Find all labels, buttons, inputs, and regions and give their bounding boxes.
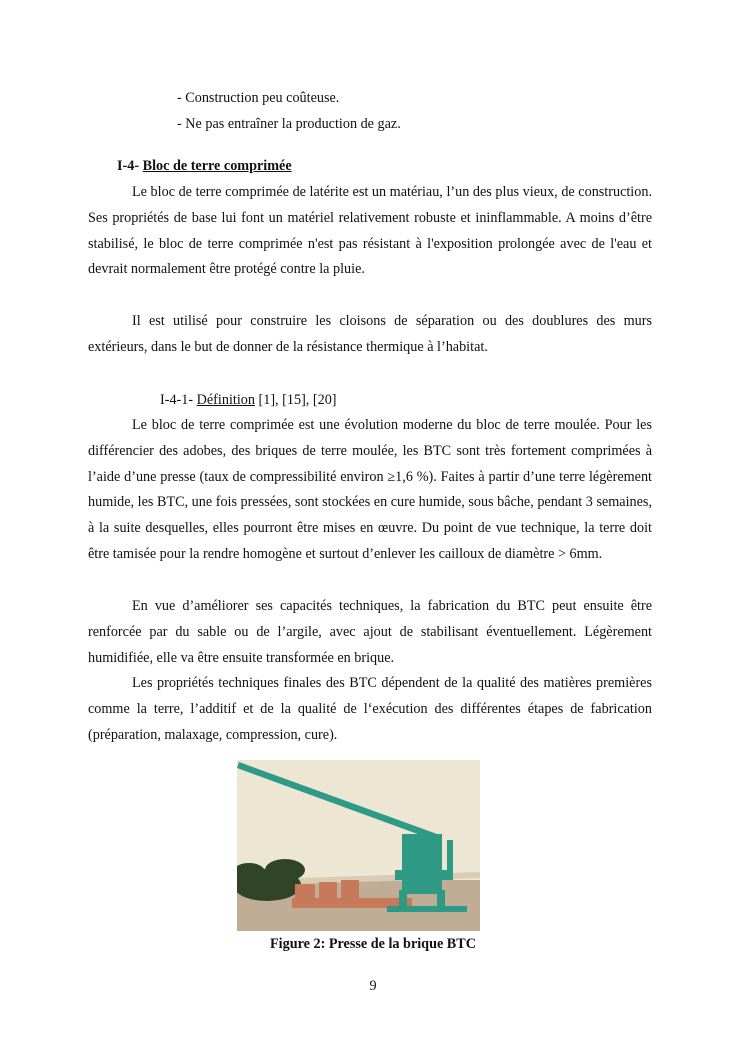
bullet-item: - Construction peu coûteuse. [177, 90, 340, 106]
figure-photo [237, 760, 480, 931]
page-number: 9 [369, 978, 377, 994]
paragraph: Le bloc de terre comprimée est une évolution moderne du bloc de terre moulée. Pour les différencier des adobes, des briques de terre moulée, les BTC sont très fortement comprimées à l’aide d’une presse (taux de compressibilité environ ≥1,6 %). Faites à partir d’une terre légèrement humide, les BTC, une fois pressées, sont stockées en cure humide, sous bâche, pendant 3 semaines, à la suite desquelles, elles pourront être mises en œuvre. Du point de vue technique, la terre doit être tamisée pour la rendre homogène et surtout d’enlever les cailloux de diamètre > 6mm. [88, 417, 652, 562]
subsection-title: Définition [196, 392, 255, 408]
paragraph: En vue d’améliorer ses capacités techniques, la fabrication du BTC peut ensuite être renforcée par du sable ou de l’argile, avec ajout de stabilisant éventuellement. Légèrement humidifiée, elle va être ensuite transformée en brique. [88, 598, 652, 666]
section-title: Bloc de terre comprimée [142, 158, 292, 174]
paragraph: Le bloc de terre comprimée de latérite est un matériau, l’un des plus vieux, de construction. Ses propriétés de base lui font un matériel relativement robuste et ininflammable. A moins d’être stabilisé, le bloc de terre comprimée n'est pas résistant à l'exposition prolongée avec de l'eau et devrait normalement être protégé contre la pluie. [88, 184, 652, 278]
subsection-heading [160, 391, 337, 409]
subsection-number: I-4-1- [160, 392, 194, 408]
section-heading [117, 157, 292, 175]
brick-press-illustration [237, 760, 480, 931]
subsection-refs: [1], [15], [20] [258, 392, 337, 408]
paragraph: Les propriétés techniques finales des BTC dépendent de la qualité des matières premières comme la terre, l’additif et de la qualité de l‘exécution des différentes étapes de fabrication (préparation, malaxage, compression, cure). [88, 675, 652, 743]
figure-caption: Figure 2: Presse de la brique BTC [270, 936, 476, 952]
paragraph: Il est utilisé pour construire les cloisons de séparation ou des doublures des murs extérieurs, dans le but de donner de la résistance thermique à l’habitat. [88, 313, 652, 355]
section-number: I-4- [117, 158, 140, 174]
bullet-item: - Ne pas entraîner la production de gaz. [177, 116, 401, 132]
